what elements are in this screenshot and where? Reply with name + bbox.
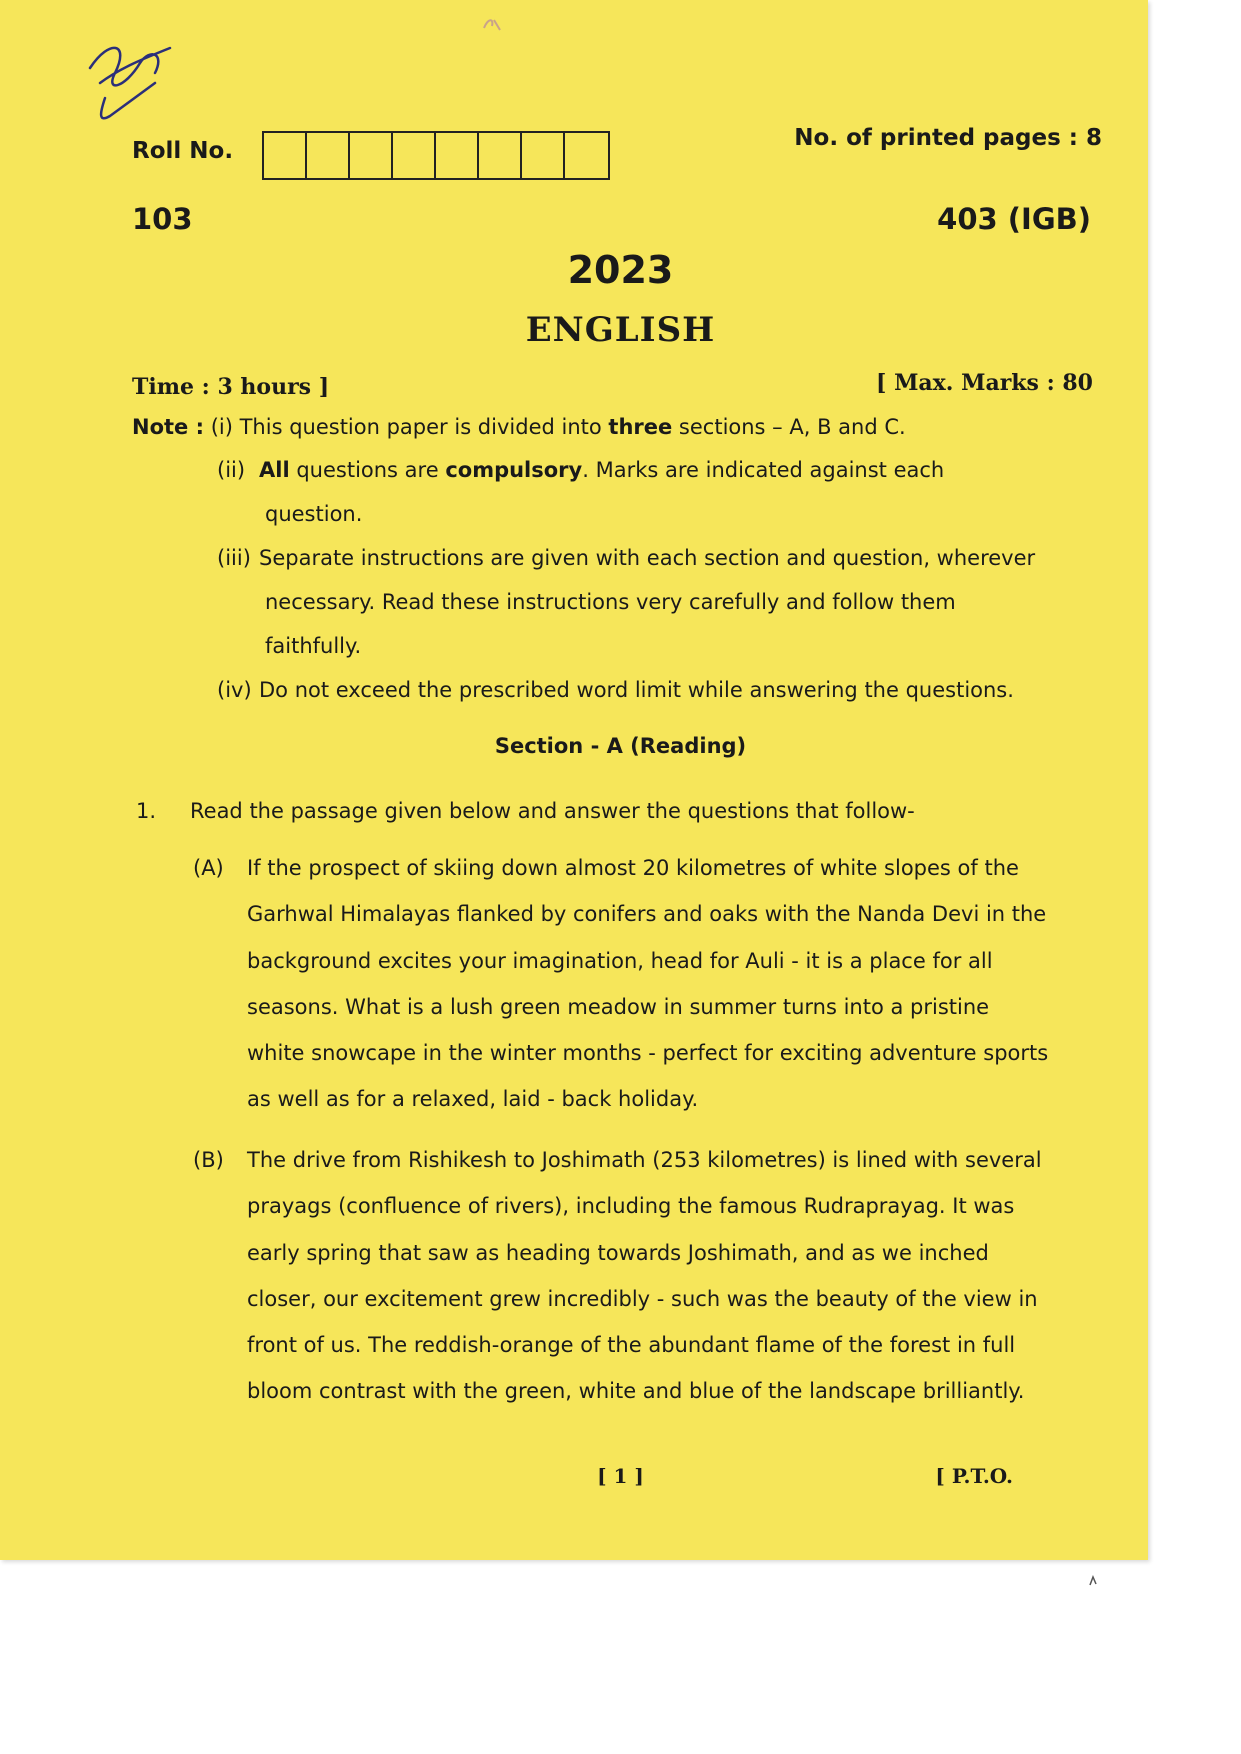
time-allowed: Time : 3 hours ] xyxy=(132,374,330,400)
passage-line: closer, our excitement grew incredibly - such was the beauty of the view in xyxy=(247,1286,1038,1311)
paragraph-label-b: (B) xyxy=(193,1148,224,1172)
note-item-2-continued: question. xyxy=(265,502,363,526)
passage-line: The drive from Rishikesh to Joshimath (253 kilometres) is lined with several xyxy=(247,1148,1042,1172)
printed-pages-count: No. of printed pages : 8 xyxy=(794,125,1102,151)
note-item-2 xyxy=(217,448,1105,492)
note-emphasis: All xyxy=(259,458,290,482)
note-item-3-line3: faithfully. xyxy=(265,634,362,658)
passage-line: early spring that saw as heading towards Joshimath, and as we inched xyxy=(247,1240,989,1265)
note-number: (iv) xyxy=(217,678,252,702)
note-item-1 xyxy=(132,405,1105,449)
paper-code-right: 403 (IGB) xyxy=(937,202,1091,236)
roll-digit-box[interactable] xyxy=(436,133,479,178)
note-number: (i) xyxy=(210,415,233,439)
paper-code-left: 103 xyxy=(132,202,193,236)
exam-year: 2023 xyxy=(567,248,674,292)
passage-line: white snowcape in the winter months - perfect for exciting adventure sports xyxy=(247,1041,1049,1066)
note-item-3 xyxy=(217,536,1105,580)
roll-number-input-boxes[interactable] xyxy=(262,131,610,180)
passage-line: If the prospect of skiing down almost 20 kilometres of white slopes of the xyxy=(247,856,1019,880)
roll-digit-box[interactable] xyxy=(350,133,393,178)
note-label: Note : xyxy=(132,415,204,439)
roll-digit-box[interactable] xyxy=(307,133,350,178)
signature-scribble-icon xyxy=(70,28,180,128)
stamp-mark-icon xyxy=(480,14,506,36)
roll-number-label: Roll No. xyxy=(132,138,234,164)
note-text: questions are xyxy=(289,458,446,482)
note-number: (iii) xyxy=(217,546,251,570)
passage-line: bloom contrast with the green, white and blue of the landscape brilliantly. xyxy=(247,1379,1025,1404)
note-text: This question paper is divided into xyxy=(239,415,609,439)
note-emphasis: three xyxy=(608,415,673,439)
passage-line: as well as for a relaxed, laid - back holiday. xyxy=(247,1087,699,1112)
please-turn-over: [ P.T.O. xyxy=(935,1464,1013,1488)
note-text: Separate instructions are given with each section and question, wherever xyxy=(259,546,1036,570)
roll-digit-box[interactable] xyxy=(565,133,608,178)
stray-mark-icon xyxy=(1088,1575,1098,1587)
roll-digit-box[interactable] xyxy=(264,133,307,178)
note-text: Do not exceed the prescribed word limit while answering the questions. xyxy=(259,678,1014,702)
question-number: 1. xyxy=(136,799,157,823)
roll-digit-box[interactable] xyxy=(479,133,522,178)
note-number: (ii) xyxy=(217,458,246,482)
note-item-3-line2: necessary. Read these instructions very carefully and follow them xyxy=(265,590,956,614)
roll-digit-box[interactable] xyxy=(522,133,565,178)
passage-line: background excites your imagination, head for Auli - it is a place for all xyxy=(247,948,993,973)
note-text: . Marks are indicated against each xyxy=(582,458,945,482)
section-a-title: Section - A (Reading) xyxy=(494,734,747,758)
question-text: Read the passage given below and answer the questions that follow- xyxy=(190,799,915,823)
max-marks: [ Max. Marks : 80 xyxy=(876,370,1093,396)
passage-line: front of us. The reddish-orange of the abundant flame of the forest in full xyxy=(247,1333,1016,1358)
roll-digit-box[interactable] xyxy=(393,133,436,178)
paragraph-a xyxy=(247,845,1105,1123)
passage-line: Garhwal Himalayas flanked by conifers and oaks with the Nanda Devi in the xyxy=(247,902,1047,927)
subject-title: ENGLISH xyxy=(525,310,716,350)
paragraph-b xyxy=(247,1137,1105,1415)
passage-line: seasons. What is a lush green meadow in summer turns into a pristine xyxy=(247,994,990,1019)
page-number: [ 1 ] xyxy=(597,1464,644,1488)
passage-line: prayags (confluence of rivers), including the famous Rudraprayag. It was xyxy=(247,1194,1015,1219)
note-emphasis: compulsory xyxy=(445,458,583,482)
note-item-4 xyxy=(217,668,1105,712)
paragraph-label-a: (A) xyxy=(193,856,224,880)
note-text: sections – A, B and C. xyxy=(672,415,906,439)
